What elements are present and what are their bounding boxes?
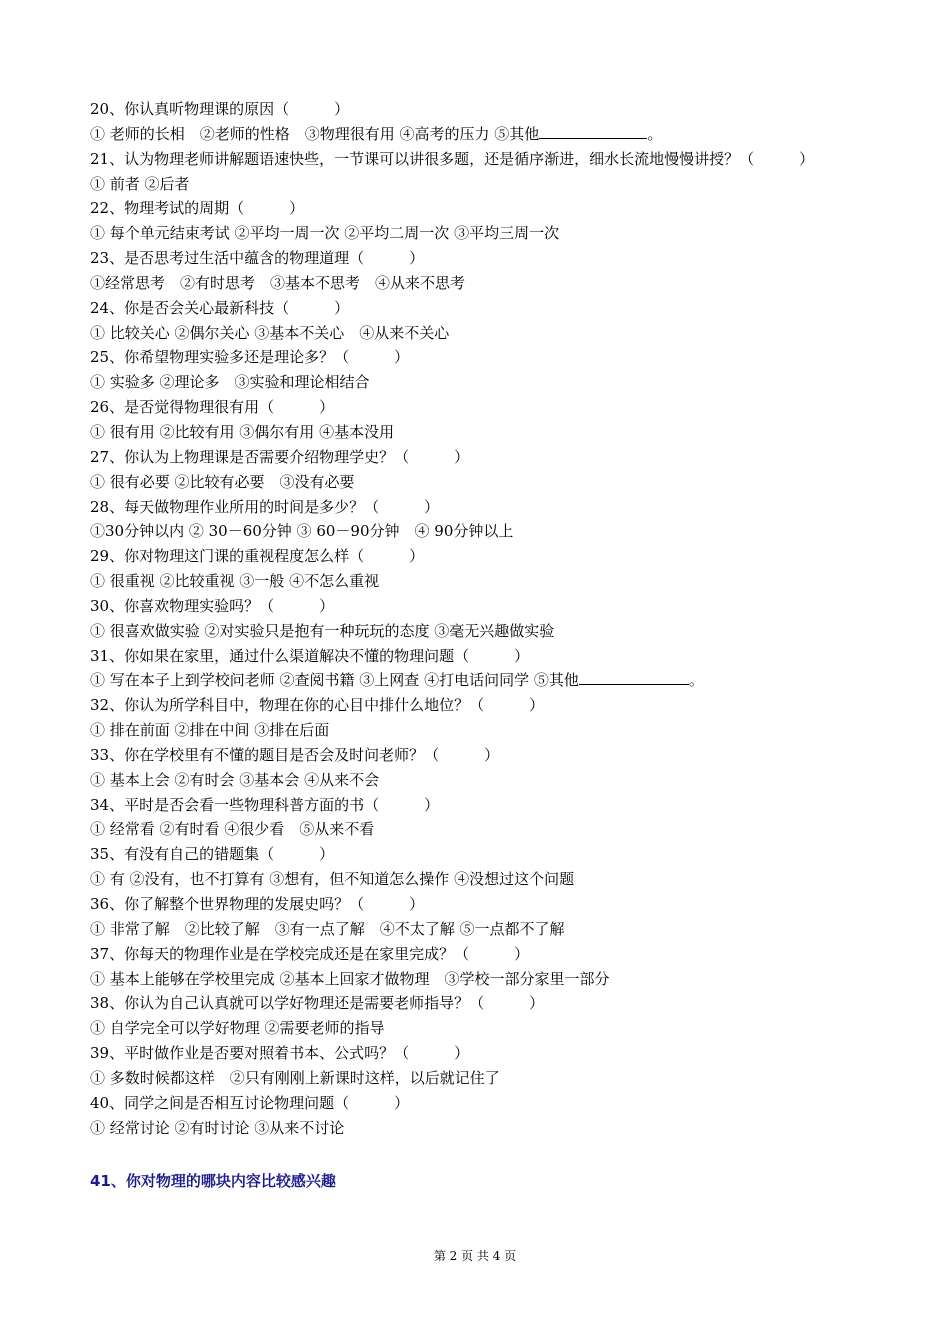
question-22-text: 22、物理考试的周期（ ） <box>90 199 305 218</box>
question-34-text: 34、平时是否会看一些物理科普方面的书（ ） <box>90 795 440 814</box>
question-35-options: ① 有 ②没有，也不打算有 ③想有，但不知道怎么操作 ④没想过这个问题 <box>90 870 575 889</box>
question-38-text: 38、你认为自己认真就可以学好物理还是需要老师指导？（ ） <box>90 994 545 1013</box>
question-21-options: ① 前者 ②后者 <box>90 174 190 193</box>
question-20-text: 20、你认真听物理课的原因（ ） <box>90 100 350 118</box>
answer-blank <box>579 669 689 685</box>
question-25-options: ① 实验多 ②理论多 ③实验和理论相结合 <box>90 373 370 392</box>
question-22-options: ① 每个单元结束考试 ②平均一周一次 ②平均二周一次 ③平均三周一次 <box>90 224 560 243</box>
question-29-text: 29、你对物理这门课的重视程度怎么样（ ） <box>90 547 425 566</box>
question-31-options: ① 写在本子上到学校问老师 ②查阅书籍 ③上网查 ④打电话问同学 ⑤其他 。 <box>90 671 704 690</box>
question-list <box>90 97 880 1140</box>
question-24-text: 24、你是否会关心最新科技（ ） <box>90 298 350 317</box>
question-30-text: 30、你喜欢物理实验吗？（ ） <box>90 596 335 615</box>
question-40-text: 40、同学之间是否相互讨论物理问题（ ） <box>90 1093 410 1112</box>
question-37-text: 37、你每天的物理作业是在学校完成还是在家里完成？（ ） <box>90 944 530 963</box>
question-33-options: ① 基本上会 ②有时会 ③基本会 ④从来不会 <box>90 770 380 789</box>
question-28-text: 28、每天做物理作业所用的时间是多少？（ ） <box>90 497 440 516</box>
question-30-options: ① 很喜欢做实验 ②对实验只是抱有一种玩玩的态度 ③毫无兴趣做实验 <box>90 621 555 640</box>
question-34-options: ① 经常看 ②有时看 ④很少看 ⑤从来不看 <box>90 820 375 839</box>
question-33-text: 33、你在学校里有不懂的题目是否会及时问老师？（ ） <box>90 745 500 764</box>
question-23-text: 23、是否思考过生活中蕴含的物理道理（ ） <box>90 249 425 268</box>
question-29-options: ① 很重视 ②比较重视 ③一般 ④不怎么重视 <box>90 572 380 591</box>
answer-blank <box>539 123 647 139</box>
question-26-options: ① 很有用 ②比较有用 ③偶尔有用 ④基本没用 <box>90 422 395 441</box>
question-39-text: 39、平时做作业是否要对照着书本、公式吗？（ ） <box>90 1044 470 1063</box>
question-27-options: ① 很有必要 ②比较有必要 ③没有必要 <box>90 472 355 491</box>
question-31-text: 31、你如果在家里，通过什么渠道解决不懂的物理问题（ ） <box>90 646 530 665</box>
question-26-text: 26、是否觉得物理很有用（ ） <box>90 398 335 417</box>
question-27-text: 27、你认为上物理课是否需要介绍物理学史？（ ） <box>90 447 470 466</box>
question-20-options: ① 老师的长相 ②老师的性格 ③物理很有用 ④高考的压力 ⑤其他 。 <box>90 124 663 143</box>
question-38-options: ① 自学完全可以学好物理 ②需要老师的指导 <box>90 1019 385 1038</box>
question-37-options: ① 基本上能够在学校里完成 ②基本上回家才做物理 ③学校一部分家里一部分 <box>90 969 610 988</box>
question-23-options: ①经常思考 ②有时思考 ③基本不思考 ④从来不思考 <box>90 273 466 292</box>
page-footer: 第 2 页 共 4 页 <box>433 1249 517 1263</box>
section-heading: 41、你对物理的哪块内容比较感兴趣 <box>90 1172 336 1190</box>
question-28-options: ①30分钟以内 ② 30－60分钟 ③ 60－90分钟 ④ 90分钟以上 <box>90 522 514 541</box>
question-25-text: 25、你希望物理实验多还是理论多？（ ） <box>90 348 410 367</box>
question-36-options: ① 非常了解 ②比较了解 ③有一点了解 ④不太了解 ⑤一点都不了解 <box>90 919 565 938</box>
question-35-text: 35、有没有自己的错题集（ ） <box>90 845 335 864</box>
question-40-options: ① 经常讨论 ②有时讨论 ③从来不讨论 <box>90 1118 345 1137</box>
question-36-text: 36、你了解整个世界物理的发展史吗？（ ） <box>90 895 425 913</box>
question-32-options: ① 排在前面 ②排在中间 ③排在后面 <box>90 721 330 740</box>
question-21-text: 21、认为物理老师讲解题语速快些，一节课可以讲很多题，还是循序渐进，细水长流地慢慢讲授？（ ） <box>90 149 815 168</box>
question-39-options: ① 多数时候都这样 ②只有刚刚上新课时这样，以后就记住了 <box>90 1068 500 1087</box>
question-24-options: ① 比较关心 ②偶尔关心 ③基本不关心 ④从来不关心 <box>90 323 450 342</box>
question-32-text: 32、你认为所学科目中，物理在你的心目中排什么地位？（ ） <box>90 696 545 715</box>
